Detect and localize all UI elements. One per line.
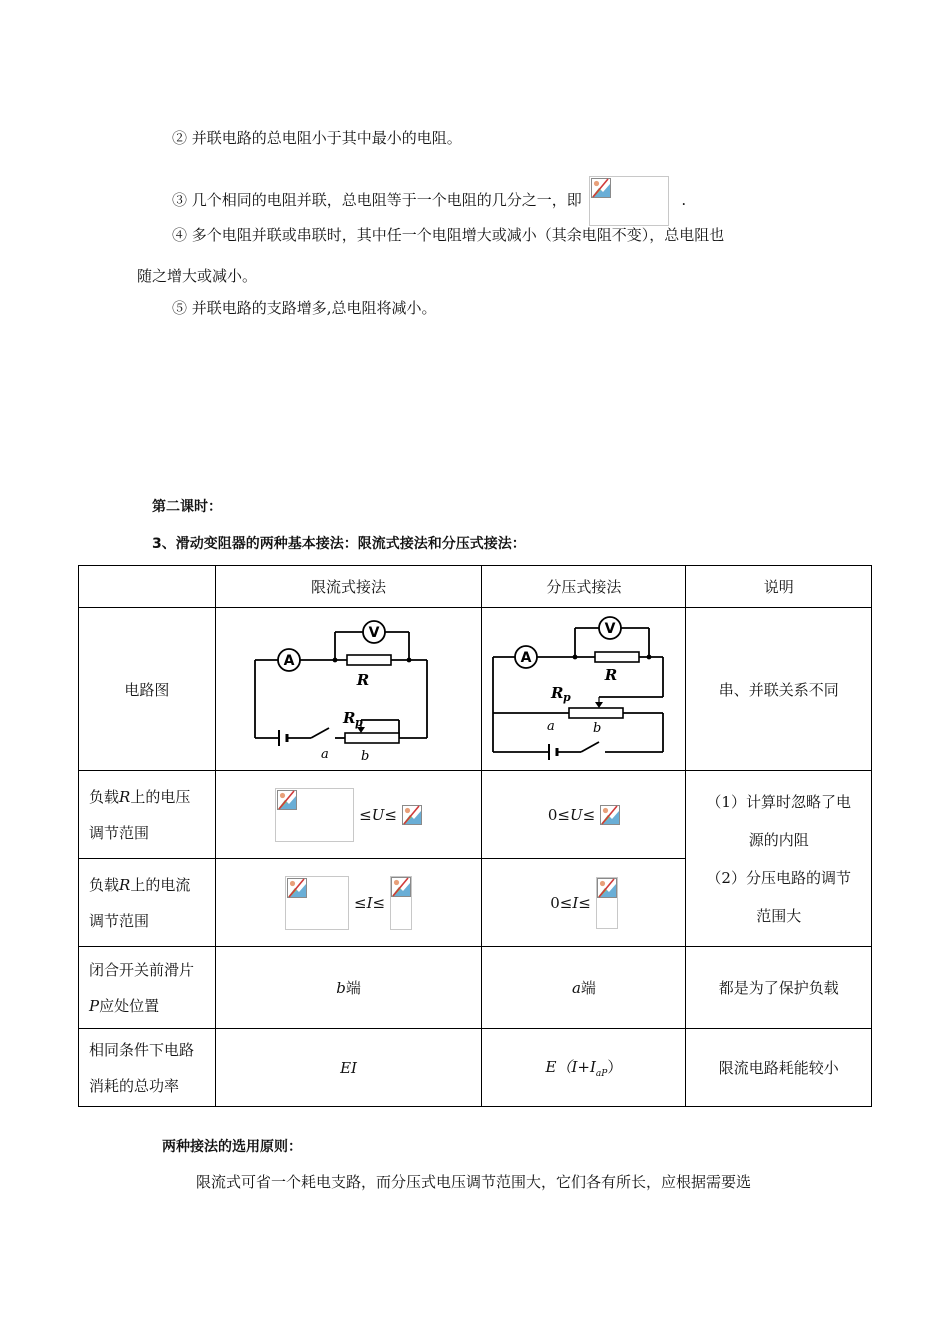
rheostat-label: R [342, 709, 356, 727]
label-var-r: R [119, 875, 131, 894]
table-header-row [79, 566, 872, 608]
formula-image-placeholder [275, 788, 354, 842]
note-line-1: （1）计算时忽略了电 [706, 792, 851, 811]
formula-image-placeholder [600, 805, 620, 825]
slider-limit-var: b [336, 979, 346, 997]
row-label-power [79, 1029, 216, 1107]
divider-var-i: I [572, 893, 579, 912]
resistor-r [347, 655, 391, 665]
power-divider-subscript: aP [595, 1069, 608, 1079]
header-empty [79, 566, 216, 608]
broken-image-icon [591, 178, 611, 198]
broken-image-icon [402, 805, 422, 825]
voltage-limit-inequality: ≤U≤ [359, 805, 397, 824]
table-row-power [79, 1029, 872, 1107]
end-b-label: b [360, 749, 369, 762]
divider-rheostat [569, 708, 623, 718]
header-note: 说明 [686, 566, 872, 608]
label-var-r: R [119, 787, 131, 806]
divider-rheostat-label: R [550, 684, 564, 702]
label-text: 上的电流 [130, 875, 191, 894]
note-line-3: （2）分压电路的调节 [706, 868, 851, 887]
formula-image-placeholder [596, 877, 618, 929]
broken-image-icon [277, 790, 297, 810]
table-row-slider [79, 947, 872, 1029]
row-label-current [79, 859, 216, 947]
paragraph-3 [172, 176, 686, 226]
divider-suffix: ≤ [582, 805, 596, 824]
voltage-divider-cell [482, 771, 686, 859]
label-text: 闭合开关前滑片 [89, 960, 195, 979]
section-title: 第二课时： [152, 499, 222, 515]
end-a-label: a [320, 747, 329, 762]
row-label-diagram: 电路图 [79, 608, 216, 771]
slider-divider-var: a [571, 979, 581, 997]
slider-divider-suffix: 端 [580, 979, 596, 997]
header-limit: 限流式接法 [215, 566, 482, 608]
divider-resistor-r [595, 652, 639, 662]
selection-title: 两种接法的选用原则： [162, 1139, 302, 1155]
slider-divider-cell [482, 947, 686, 1029]
rheostat [345, 733, 399, 743]
row-label-slider [79, 947, 216, 1029]
rheostat-subscript: p [354, 716, 363, 729]
divider-end-b-label: b [592, 721, 602, 736]
header-divider: 分压式接法 [482, 566, 686, 608]
divider-suffix: ≤ [578, 893, 591, 912]
power-divider-close: ） [607, 1058, 623, 1076]
label-text: 负载 [89, 875, 120, 894]
row-label-voltage [79, 771, 216, 859]
broken-image-icon [287, 878, 307, 898]
formula-image-placeholder [589, 176, 669, 226]
paragraph-3-text: ③ 几个相同的电阻并联，总电阻等于一个电阻的几分之一，即 [172, 191, 582, 209]
divider-resistor-label: R [604, 666, 618, 684]
label-text: 应处位置 [99, 996, 160, 1015]
power-divider-main: E（I+I [545, 1058, 596, 1076]
paragraph-5: ⑤ 并联电路的支路增多,总电阻将减小。 [172, 299, 437, 317]
note-line-2: 源的内阻 [748, 830, 809, 849]
label-text: 相同条件下电路 [89, 1040, 195, 1059]
note-diagram: 串、并联关系不同 [686, 608, 872, 771]
note-slider: 都是为了保护负载 [686, 947, 872, 1029]
current-divider-cell [482, 859, 686, 947]
label-text: 调节范围 [89, 823, 150, 842]
formula-image-placeholder [285, 876, 349, 930]
slider-limit-cell [215, 947, 482, 1029]
selection-text: 限流式可省一个耗电支路，而分压式电压调节范围大，它们各有所长，应根据需要选 [196, 1173, 752, 1191]
current-limit-cell [215, 859, 482, 947]
divider-end-a-label: a [546, 719, 555, 734]
table-row-voltage [79, 771, 872, 859]
formula-image-placeholder [402, 805, 422, 825]
paragraph-3-end: . [681, 191, 687, 209]
formula-image-placeholder [390, 876, 412, 930]
current-limit-inequality: ≤I≤ [354, 893, 386, 912]
limit-circuit-diagram [249, 612, 449, 762]
divider-rheostat-subscript: p [562, 691, 571, 704]
paragraph-4-line-1: ④ 多个电阻并联或串联时，其中任一个电阻增大或减小（其余电阻不变），总电阻也 [172, 226, 725, 244]
label-text: 上的电压 [130, 787, 191, 806]
shared-note-cell [686, 771, 872, 947]
voltage-limit-cell [215, 771, 482, 859]
comparison-table [78, 565, 872, 1107]
table-row-diagram [79, 608, 872, 771]
label-var-p: P [89, 996, 100, 1015]
divider-circuit-diagram [489, 612, 679, 762]
label-text: 消耗的总功率 [89, 1076, 180, 1095]
slider-limit-suffix: 端 [345, 979, 361, 997]
broken-image-icon [600, 805, 620, 825]
power-divider-cell [482, 1029, 686, 1107]
limit-circuit-cell [215, 608, 482, 771]
note-line-4: 范围大 [756, 906, 802, 925]
divider-circuit-cell [482, 608, 686, 771]
broken-image-icon [391, 877, 411, 897]
note-power: 限流电路耗能较小 [686, 1029, 872, 1107]
label-text: 负载 [89, 787, 120, 806]
broken-image-icon [597, 878, 617, 898]
divider-prefix: 0≤ [550, 893, 573, 912]
section-subtitle: 3、滑动变阻器的两种基本接法：限流式接法和分压式接法： [152, 536, 526, 552]
divider-voltmeter-label: V [604, 621, 616, 637]
paragraph-4-line-2: 随之增大或减小。 [137, 267, 258, 285]
label-text: 调节范围 [89, 911, 150, 930]
divider-prefix: 0≤ [547, 805, 570, 824]
divider-ammeter-label: A [520, 650, 532, 666]
paragraph-2: ② 并联电路的总电阻小于其中最小的电阻。 [172, 129, 462, 147]
power-limit-cell: EI [215, 1029, 482, 1107]
divider-var-u: U [569, 805, 583, 824]
voltmeter-label: V [368, 625, 379, 641]
resistor-label: R [356, 671, 369, 689]
ammeter-label: A [283, 653, 294, 669]
